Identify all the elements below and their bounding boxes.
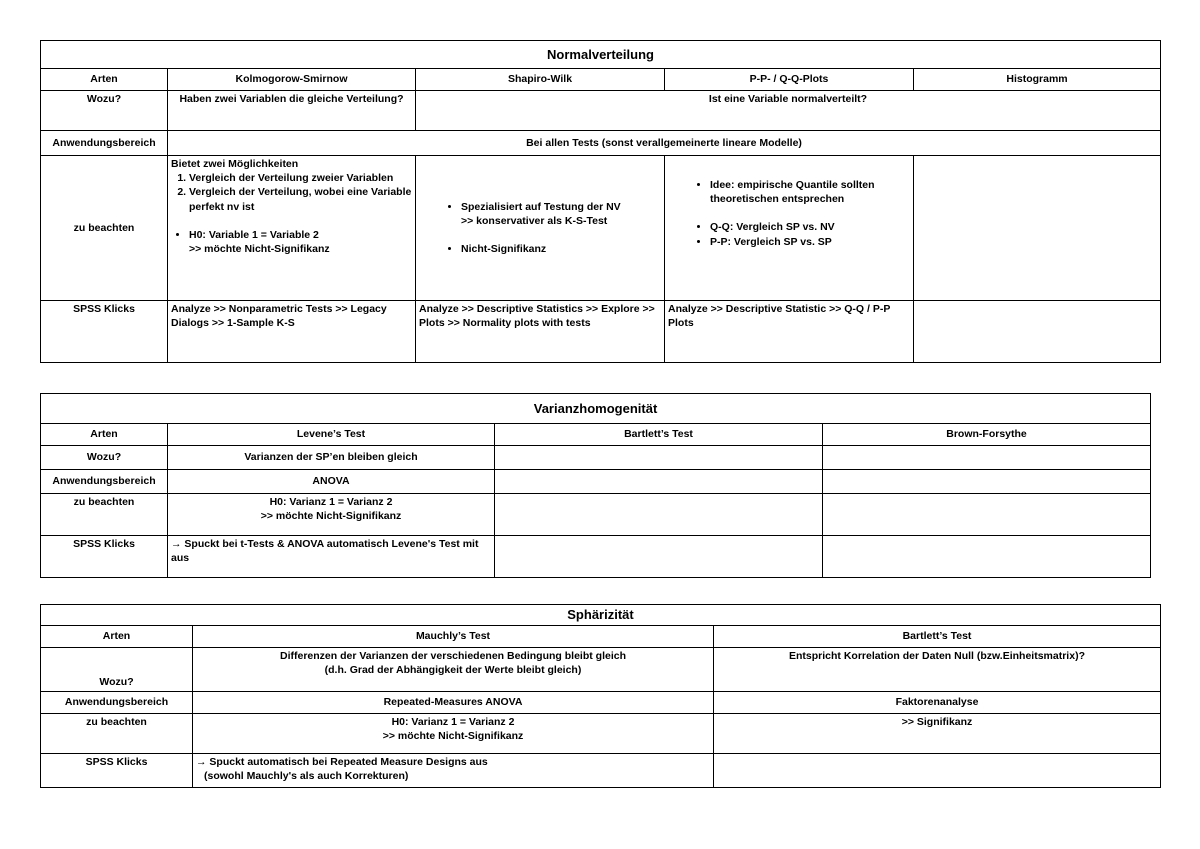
normalverteilung-title: Normalverteilung (41, 41, 1161, 69)
header-kolmogorow-smirnow: Kolmogorow-Smirnow (168, 69, 416, 91)
sw-bullet-1 (461, 200, 661, 228)
sp-wozu-line2: (d.h. Grad der Abhängigkeit der Werte bleibt gleich) (324, 663, 582, 676)
vh-beachten-line2: >> möchte Nicht-Signifikanz (260, 510, 402, 523)
vh-beachten-line1: H0: Varianz 1 = Varianz 2 (269, 496, 393, 508)
beachten-pp-qq (665, 156, 914, 301)
row-label-wozu: Wozu? (41, 91, 168, 131)
vh-wozu-bartlett (495, 446, 823, 470)
vh-header-levene: Levene’s Test (168, 424, 495, 446)
spss-shapiro-wilk: Analyze >> Descriptive Statistics >> Explore >> Plots >> Normality plots with tests (416, 301, 665, 363)
sp-spss-line1: → Spuckt automatisch bei Repeated Measure Designs aus (196, 755, 488, 768)
sp-wozu-line1: Differenzen der Varianzen der verschiedenen Bedingung bleibt gleich (280, 649, 626, 662)
wozu-normalverteilt: Ist eine Variable normalverteilt? (416, 91, 1161, 131)
sp-wozu-mauchly (193, 647, 714, 691)
anwendungsbereich-value: Bei allen Tests (sonst verallgemeinerte lineare Modelle) (168, 131, 1161, 156)
sp-spss-line2: (sowohl Mauchly's als auch Korrekturen) (204, 769, 409, 782)
ks-h0-line2: >> möchte Nicht-Signifikanz (189, 242, 330, 255)
ks-h0-item (189, 228, 412, 256)
vh-wozu-brown-forsythe (823, 446, 1151, 470)
sp-beachten-line1: H0: Varianz 1 = Varianz 2 (391, 715, 515, 728)
beachten-histogramm (914, 156, 1161, 301)
sp-row-label-wozu: Wozu? (41, 647, 193, 691)
sp-spss-bartlett (714, 753, 1161, 787)
ks-h0-line1: • H0: Variable 1 = Variable 2 (189, 228, 319, 241)
header-histogramm: Histogramm (914, 69, 1161, 91)
sp-wozu-bartlett: Entspricht Korrelation der Daten Null (bzw.Einheitsmatrix)? (714, 647, 1161, 691)
spss-histogramm (914, 301, 1161, 363)
vh-anw-bartlett (495, 470, 823, 494)
sp-row-label-spss-klicks: SPSS Klicks (41, 753, 193, 787)
spss-pp-qq: Analyze >> Descriptive Statistic >> Q-Q / P-P Plots (665, 301, 914, 363)
vh-row-label-anwendungsbereich: Anwendungsbereich (41, 470, 168, 494)
sp-beachten-line2: >> möchte Nicht-Signifikanz (382, 729, 524, 742)
pp-bullet-2: • Q-Q: Vergleich SP vs. NV (710, 220, 910, 234)
vh-header-bartlett: Bartlett’s Test (495, 424, 823, 446)
row-label-spss-klicks: SPSS Klicks (41, 301, 168, 363)
sphaerizitaet-title: Sphärizität (41, 605, 1161, 626)
vh-header-arten: Arten (41, 424, 168, 446)
header-shapiro-wilk: Shapiro-Wilk (416, 69, 665, 91)
ks-intro: Bietet zwei Möglichkeiten (171, 158, 299, 170)
vh-spss-bartlett (495, 536, 823, 578)
header-pp-qq-plots: P-P- / Q-Q-Plots (665, 69, 914, 91)
sp-row-label-zu-beachten: zu beachten (41, 713, 193, 753)
vh-header-brown-forsythe: Brown-Forsythe (823, 424, 1151, 446)
normalverteilung-table (40, 40, 1161, 363)
vh-spss-brown-forsythe (823, 536, 1151, 578)
vh-row-label-wozu: Wozu? (41, 446, 168, 470)
vh-anw-levene: ANOVA (168, 470, 495, 494)
vh-beachten-brown-forsythe (823, 494, 1151, 536)
varianzhomogenitaet-table (40, 393, 1151, 578)
vh-anw-brown-forsythe (823, 470, 1151, 494)
vh-row-label-zu-beachten: zu beachten (41, 494, 168, 536)
sp-header-bartlett: Bartlett’s Test (714, 625, 1161, 647)
vh-row-label-spss-klicks: SPSS Klicks (41, 536, 168, 578)
sp-anw-bartlett: Faktorenanalyse (714, 691, 1161, 713)
vh-beachten-bartlett (495, 494, 823, 536)
sp-anw-mauchly: Repeated-Measures ANOVA (193, 691, 714, 713)
pp-bullet-1: • Idee: empirische Quantile sollten theoretischen entsprechen (710, 178, 910, 206)
sw-b1-line2: >> konservativer als K-S-Test (461, 214, 608, 227)
ks-option-2: 2. Vergleich der Verteilung, wobei eine Variable perfekt nv ist (189, 185, 412, 213)
vh-wozu-levene: Varianzen der SP’en bleiben gleich (168, 446, 495, 470)
sp-beachten-bartlett: >> Signifikanz (714, 713, 1161, 753)
sp-row-label-anwendungsbereich: Anwendungsbereich (41, 691, 193, 713)
vh-spss-levene: → Spuckt bei t-Tests & ANOVA automatisch Levene's Test mit aus (168, 536, 495, 578)
beachten-kolmogorow-smirnow (168, 156, 416, 301)
sw-bullet-2: • Nicht-Signifikanz (461, 242, 661, 256)
ks-option-1: 1. Vergleich der Verteilung zweier Variablen (189, 171, 412, 185)
wozu-kolmogorow-smirnow: Haben zwei Variablen die gleiche Verteilung? (168, 91, 416, 131)
row-label-anwendungsbereich: Anwendungsbereich (41, 131, 168, 156)
spss-kolmogorow-smirnow: Analyze >> Nonparametric Tests >> Legacy Dialogs >> 1-Sample K-S (168, 301, 416, 363)
sp-beachten-mauchly (193, 713, 714, 753)
sp-header-mauchly: Mauchly’s Test (193, 625, 714, 647)
sp-header-arten: Arten (41, 625, 193, 647)
row-label-zu-beachten: zu beachten (41, 156, 168, 301)
pp-bullet-3: • P-P: Vergleich SP vs. SP (710, 235, 910, 249)
sp-spss-mauchly (193, 753, 714, 787)
header-arten: Arten (41, 69, 168, 91)
sphaerizitaet-table (40, 604, 1161, 788)
varianzhomogenitaet-title: Varianzhomogenität (41, 394, 1151, 424)
beachten-shapiro-wilk (416, 156, 665, 301)
sw-b1-line1: • Spezialisiert auf Testung der NV (461, 200, 621, 213)
vh-beachten-levene (168, 494, 495, 536)
